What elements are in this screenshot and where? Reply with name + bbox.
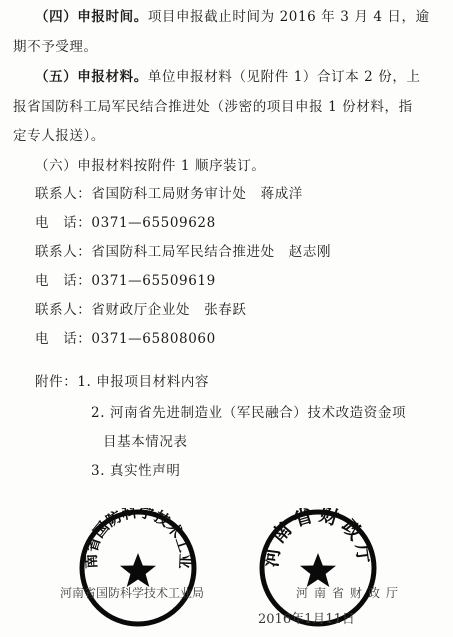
issuing-org-2: 河南省财政厅	[296, 586, 405, 600]
paragraph-5-text: 单位申报材料（见附件 1）合订本 2 份，上	[147, 69, 421, 85]
seal-2-graphic	[258, 508, 378, 628]
phone-label: 电 话：	[35, 273, 92, 289]
attachment-item-2-line-1: 2. 河南省先进制造业（军民融合）技术改造资金项	[91, 405, 407, 421]
paragraph-5-label: （五）申报材料。	[35, 69, 148, 85]
attachment-item-3: 3. 真实性声明	[91, 463, 181, 479]
paragraph-5-line-3: 定专人报送）。	[13, 128, 105, 144]
phone-label: 电 话：	[35, 215, 92, 231]
issuing-org-1: 河南省国防科学技术工业局	[60, 586, 205, 600]
paragraph-4-text: 项目申报截止时间为 2016 年 3 月 4 日，逾	[147, 9, 430, 25]
paragraph-5-line-2: 报省国防科工局军民结合推进处（涉密的项目申报 1 份材料，指	[13, 99, 413, 115]
star-icon	[300, 553, 336, 587]
paragraph-4-label: （四）申报时间。	[35, 9, 148, 25]
paragraph-6: （六）申报材料按附件 1 顺序装订。	[35, 158, 266, 174]
contact-value: 省财政厅企业处 张春跃	[91, 302, 247, 318]
contact-line-3	[35, 301, 247, 319]
contact-line-1	[35, 185, 303, 203]
contact-value: 省国防科工局军民结合推进处 赵志刚	[91, 244, 332, 260]
paragraph-4-line-1	[35, 8, 430, 26]
contact-value: 省国防科工局财务审计处 蒋成洋	[91, 186, 303, 202]
contact-label: 联系人：	[35, 186, 92, 202]
seal-1-graphic	[78, 508, 198, 628]
attachment-text: 1. 申报项目材料内容	[77, 374, 210, 390]
attachment-item-1	[35, 373, 209, 391]
contact-label: 联系人：	[35, 244, 92, 260]
seal-1-text: 南省国防科学技术工业	[81, 508, 195, 570]
attachments-label: 附件：	[35, 374, 78, 390]
phone-line-3	[35, 330, 216, 348]
attachment-item-2-line-2: 目基本情况表	[103, 434, 188, 450]
phone-label: 电 话：	[35, 331, 92, 347]
phone-line-2	[35, 272, 216, 290]
phone-value: 0371—65509619	[91, 273, 216, 289]
paragraph-4-line-2: 期不予受理。	[13, 39, 98, 55]
phone-value: 0371—65509628	[91, 215, 216, 231]
star-icon	[120, 553, 156, 587]
issue-date: 2016年1月11日	[258, 612, 355, 627]
contact-label: 联系人：	[35, 302, 92, 318]
phone-value: 0371—65808060	[91, 331, 216, 347]
seal-2-text: 河南省财政厅	[259, 508, 377, 569]
official-seal-2	[258, 508, 378, 628]
contact-line-2	[35, 243, 331, 261]
official-seal-1	[78, 508, 198, 628]
phone-line-1	[35, 214, 216, 232]
paragraph-5-line-1	[35, 68, 421, 86]
